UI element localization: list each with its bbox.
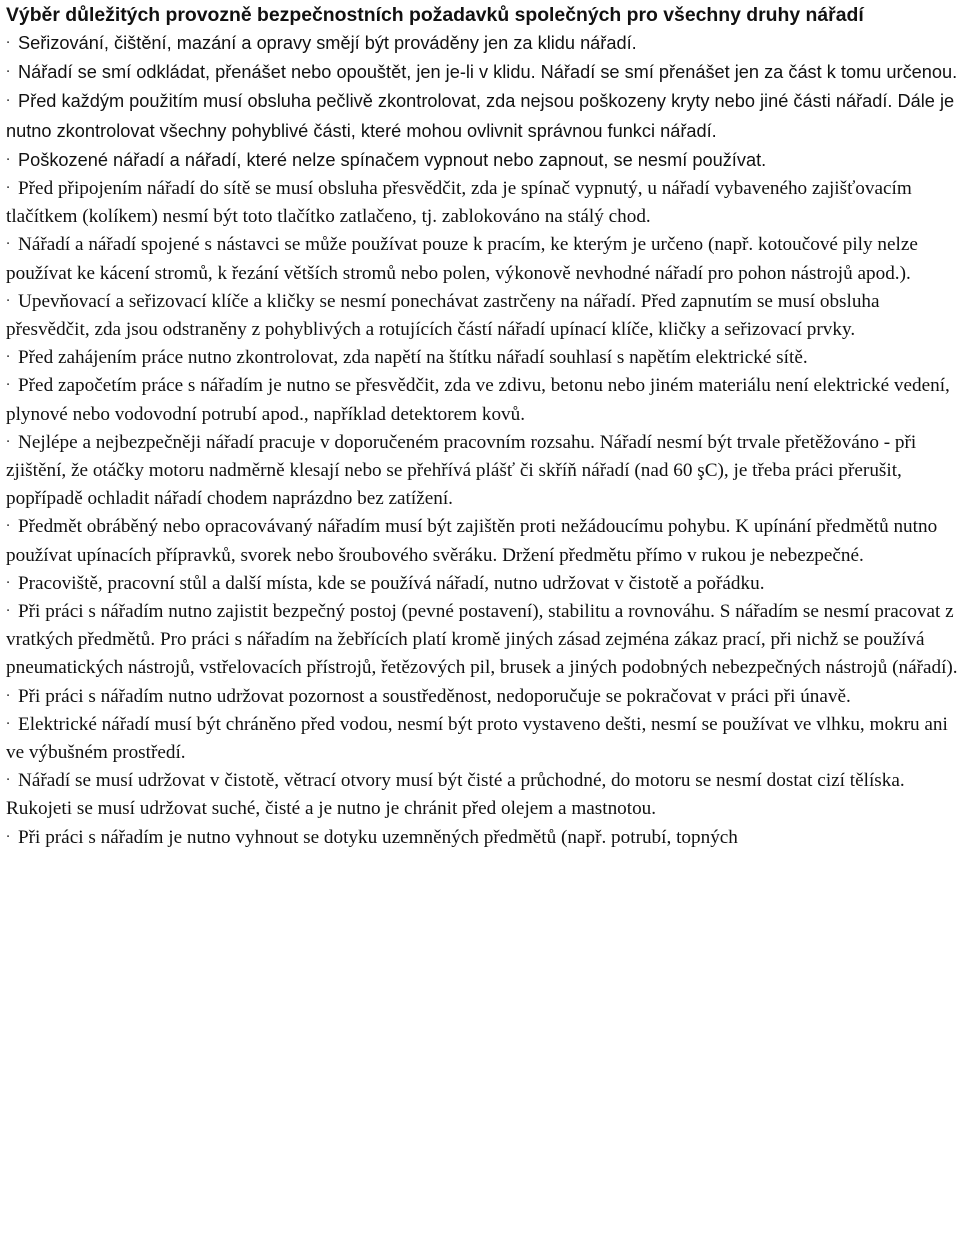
- bullet-icon: ·: [6, 350, 11, 366]
- bullet-icon: ·: [6, 36, 11, 51]
- bullet-icon: ·: [6, 434, 11, 450]
- bullet-icon: ·: [6, 237, 11, 253]
- safety-rule-item: [6, 344, 960, 372]
- safety-rule-item: [6, 175, 960, 231]
- safety-rule-item: [6, 231, 960, 287]
- safety-rule-item: [6, 711, 960, 767]
- bullet-icon: ·: [6, 152, 11, 168]
- safety-rules-list: [6, 29, 960, 852]
- bullet-icon: ·: [6, 378, 11, 394]
- safety-rule-item: [6, 598, 960, 683]
- safety-rule-text: Před zahájením práce nutno zkontrolovat, zda napětí na štítku nářadí souhlasí s napětím elektrické sítě.: [18, 347, 808, 369]
- bullet-icon: ·: [6, 575, 11, 591]
- safety-rule-text: Předmět obráběný nebo opracovávaný nářadím musí být zajištěn proti nežádoucímu pohybu. K upínání předmětů nutno používat upínacích přípravků, svorek nebo šroubového svěráku. Držení předmětu přímo v rukou je nebezpečné.: [6, 516, 938, 566]
- safety-rule-text: Pracoviště, pracovní stůl a další místa, kde se používá nářadí, nutno udržovat v čistotě a pořádku.: [18, 572, 765, 594]
- bullet-icon: ·: [6, 519, 11, 535]
- safety-rule-text: Nejlépe a nejbezpečněji nářadí pracuje v doporučeném pracovním rozsahu. Nářadí nesmí být trvale přetěžováno - při zjištění, že otáčky motoru nadměrně klesají nebo se přehřívá plášť či skříň nářadí (nad 60 şC), je třeba práci přerušit, popřípadě ochladit nářadí chodem naprázdno bez zatížení.: [6, 431, 917, 510]
- bullet-icon: ·: [6, 773, 11, 789]
- safety-rule-text: Seřizování, čištění, mazání a opravy smějí být prováděny jen za klidu nářadí.: [18, 33, 637, 53]
- safety-rule-text: Při práci s nářadím je nutno vyhnout se dotyku uzemněných předmětů (např. potrubí, topných: [18, 826, 738, 848]
- safety-rule-item: [6, 58, 960, 87]
- safety-rule-text: Před započetím práce s nářadím je nutno se přesvědčit, zda ve zdivu, betonu nebo jiném materiálu není elektrické vedení, plynové nebo vodovodní potrubí apod., například detektorem kovů.: [6, 375, 950, 425]
- safety-rule-item: [6, 513, 960, 569]
- bullet-icon: ·: [6, 604, 11, 620]
- bullet-icon: ·: [6, 181, 11, 197]
- bullet-icon: ·: [6, 94, 11, 110]
- document-page: [0, 1, 960, 852]
- safety-rule-text: Při práci s nářadím nutno zajistit bezpečný postoj (pevné postavení), stabilitu a rovnováhu. S nářadím se nesmí pracovat z vratkých předmětů. Pro práci s nářadím na žebřících platí kromě jiných zásad zejména zákaz prací, při nichž se používá pneumatických nástrojů, vstřelovacích přístrojů, řetězových pil, brusek a jiných podobných nebezpečných nástrojů (nářadí).: [6, 601, 958, 679]
- bullet-icon: ·: [6, 829, 11, 845]
- safety-rule-item: [6, 767, 960, 823]
- safety-rule-item: [6, 429, 960, 514]
- safety-rule-text: Před každým použitím musí obsluha pečlivě zkontrolovat, zda nejsou poškozeny kryty nebo jiné části nářadí. Dále je nutno zkontrolovat všechny pohyblivé části, které mohou ovlivnit správnou funkci nářadí.: [6, 91, 955, 141]
- safety-rule-text: Upevňovací a seřizovací klíče a kličky se nesmí ponechávat zastrčeny na nářadí. Před zapnutím se musí obsluha přesvědčit, zda jsou odstraněny z pohyblivých a rotujících částí nářadí upínací klíče, kličky a seřizovací prvky.: [6, 290, 880, 341]
- document-heading: Výběr důležitých provozně bezpečnostních požadavků společných pro všechny druhy nářadí: [6, 4, 864, 26]
- safety-rule-item: [6, 683, 960, 711]
- safety-rule-text: Nářadí se smí odkládat, přenášet nebo opouštět, jen je-li v klidu. Nářadí se smí přenášet jen za část k tomu určenou.: [18, 62, 958, 83]
- safety-rule-text: Nářadí se musí udržovat v čistotě, větrací otvory musí být čisté a průchodné, do motoru se nesmí dostat cizí tělíska. Rukojeti se musí udržovat suché, čisté a je nutno je chránit před olejem a mastnotou.: [6, 770, 905, 820]
- bullet-icon: ·: [6, 688, 11, 704]
- safety-rule-text: Při práci s nářadím nutno udržovat pozornost a soustředěnost, nedoporučuje se pokračovat v práci při únavě.: [18, 685, 851, 707]
- bullet-icon: ·: [6, 293, 11, 309]
- safety-rule-text: Nářadí a nářadí spojené s nástavci se může používat pouze k pracím, ke kterým je určeno (např. kotoučové pily nelze používat ke kácení stromů, k řezání větších stromů nebo polen, výkonově nevhodné nářadí pro pohon nástrojů apod.).: [6, 234, 918, 284]
- safety-rule-item: [6, 372, 960, 428]
- safety-rule-item: [6, 570, 960, 598]
- bullet-icon: ·: [6, 716, 11, 732]
- safety-rule-item: [6, 824, 960, 852]
- bullet-icon: ·: [6, 65, 11, 81]
- safety-rule-text: Elektrické nářadí musí být chráněno před vodou, nesmí být proto vystaveno dešti, nesmí se používat ve vlhku, mokru ani ve výbušném prostředí.: [6, 713, 948, 764]
- safety-rule-item: [6, 29, 960, 58]
- safety-rule-item: [6, 288, 960, 344]
- safety-rule-item: [6, 87, 960, 145]
- safety-rule-text: Před připojením nářadí do sítě se musí obsluha přesvědčit, zda je spínač vypnutý, u nářadí vybaveného zajišťovacím tlačítkem (kolíkem) nesmí být toto tlačítko zatlačeno, tj. zablokováno na stálý chod.: [6, 178, 912, 228]
- safety-rule-text: Poškozené nářadí a nářadí, které nelze spínačem vypnout nebo zapnout, se nesmí používat.: [18, 149, 767, 170]
- safety-rule-item: [6, 146, 960, 175]
